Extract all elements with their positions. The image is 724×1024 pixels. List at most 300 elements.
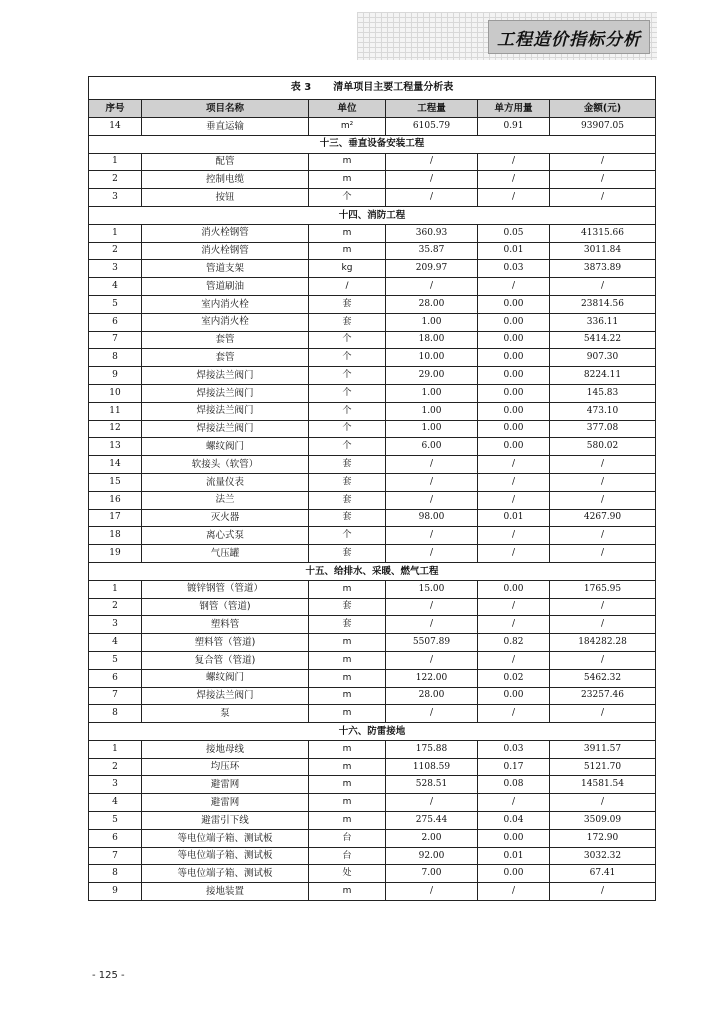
cell-unit-usage: 0.00: [478, 384, 550, 402]
cell-index: 3: [89, 189, 142, 207]
cell-index: 6: [89, 313, 142, 331]
table-row: [89, 278, 656, 296]
table-row: [89, 847, 656, 865]
cell-quantity: 18.00: [386, 331, 478, 349]
section-header-row: [89, 206, 656, 224]
cell-item-name: 镀锌钢管（管道）: [142, 580, 309, 598]
cell-item-name: 管道支架: [142, 260, 309, 278]
cell-amount: /: [550, 598, 656, 616]
cell-item-name: 软接头（软管）: [142, 456, 309, 474]
cell-unit-usage: 0.00: [478, 580, 550, 598]
table-row: [89, 794, 656, 812]
cell-quantity: 35.87: [386, 242, 478, 260]
table-row: [89, 224, 656, 242]
table-row: [89, 705, 656, 723]
cell-amount: /: [550, 473, 656, 491]
cell-unit: m: [309, 883, 386, 901]
cell-item-name: 控制电缆: [142, 171, 309, 189]
table-row: [89, 313, 656, 331]
cell-index: 3: [89, 776, 142, 794]
cell-unit: 套: [309, 545, 386, 563]
cell-quantity: /: [386, 794, 478, 812]
cell-quantity: 175.88: [386, 740, 478, 758]
cell-amount: 184282.28: [550, 634, 656, 652]
cell-item-name: 消火栓钢管: [142, 224, 309, 242]
cell-unit: 个: [309, 349, 386, 367]
cell-amount: 4267.90: [550, 509, 656, 527]
cell-index: 5: [89, 812, 142, 830]
cell-index: 9: [89, 367, 142, 385]
table-row: [89, 171, 656, 189]
cell-unit-usage: 0.02: [478, 669, 550, 687]
cell-unit-usage: /: [478, 705, 550, 723]
cell-quantity: 28.00: [386, 295, 478, 313]
cell-item-name: 复合管（管道): [142, 651, 309, 669]
cell-amount: 23257.46: [550, 687, 656, 705]
header-title: 工程造价指标分析: [488, 20, 650, 54]
cell-quantity: 1.00: [386, 384, 478, 402]
cell-item-name: 避雷网: [142, 794, 309, 812]
cell-unit: 个: [309, 527, 386, 545]
cell-amount: 14581.54: [550, 776, 656, 794]
table-row: [89, 473, 656, 491]
cell-unit: 个: [309, 438, 386, 456]
cell-quantity: 29.00: [386, 367, 478, 385]
cell-amount: /: [550, 491, 656, 509]
cell-unit-usage: 0.05: [478, 224, 550, 242]
cell-quantity: 2.00: [386, 829, 478, 847]
table-row: [89, 438, 656, 456]
cell-unit-usage: 0.82: [478, 634, 550, 652]
table-row: [89, 740, 656, 758]
cell-index: 4: [89, 634, 142, 652]
cell-index: 1: [89, 580, 142, 598]
cell-index: 4: [89, 278, 142, 296]
cell-item-name: 配管: [142, 153, 309, 171]
cell-unit: 套: [309, 616, 386, 634]
cell-amount: /: [550, 705, 656, 723]
cell-quantity: /: [386, 456, 478, 474]
cell-unit: m²: [309, 118, 386, 136]
cell-item-name: 螺纹阀门: [142, 669, 309, 687]
cell-unit: 套: [309, 473, 386, 491]
cell-amount: 473.10: [550, 402, 656, 420]
cell-unit-usage: 0.00: [478, 313, 550, 331]
cell-unit: m: [309, 669, 386, 687]
cell-unit-usage: 0.00: [478, 687, 550, 705]
cell-unit: 台: [309, 829, 386, 847]
cell-amount: 8224.11: [550, 367, 656, 385]
table-row: [89, 812, 656, 830]
cell-index: 15: [89, 473, 142, 491]
cell-unit-usage: 0.00: [478, 438, 550, 456]
table-row: [89, 616, 656, 634]
cell-item-name: 套管: [142, 331, 309, 349]
cell-index: 19: [89, 545, 142, 563]
cell-quantity: /: [386, 705, 478, 723]
cell-quantity: /: [386, 153, 478, 171]
cell-unit: 个: [309, 189, 386, 207]
cell-unit: 套: [309, 456, 386, 474]
cell-index: 11: [89, 402, 142, 420]
cell-index: 13: [89, 438, 142, 456]
cell-unit: 处: [309, 865, 386, 883]
table-row: [89, 384, 656, 402]
cell-unit: 套: [309, 509, 386, 527]
cell-unit: 套: [309, 491, 386, 509]
cell-quantity: 1.00: [386, 313, 478, 331]
cell-item-name: 垂直运输: [142, 118, 309, 136]
column-header-name: 项目名称: [142, 100, 309, 118]
cell-item-name: 均压环: [142, 758, 309, 776]
cell-quantity: 275.44: [386, 812, 478, 830]
cell-amount: /: [550, 189, 656, 207]
cell-quantity: 1.00: [386, 402, 478, 420]
table-row: [89, 580, 656, 598]
cell-unit-usage: 0.00: [478, 402, 550, 420]
cell-index: 5: [89, 295, 142, 313]
cell-index: 9: [89, 883, 142, 901]
table-row: [89, 349, 656, 367]
cell-unit: 个: [309, 402, 386, 420]
table-row: [89, 189, 656, 207]
cell-amount: 3011.84: [550, 242, 656, 260]
cell-amount: 3873.89: [550, 260, 656, 278]
cell-amount: /: [550, 456, 656, 474]
table-header-row: [89, 100, 656, 118]
cell-unit-usage: 0.17: [478, 758, 550, 776]
cell-unit-usage: 0.00: [478, 367, 550, 385]
cell-amount: 336.11: [550, 313, 656, 331]
column-header-amount: 金额(元): [550, 100, 656, 118]
cell-quantity: 10.00: [386, 349, 478, 367]
section-title: 十三、垂直设备安装工程: [89, 135, 656, 153]
cell-unit: m: [309, 242, 386, 260]
table-caption-row: [89, 77, 656, 100]
cell-quantity: 1108.59: [386, 758, 478, 776]
cell-amount: 93907.05: [550, 118, 656, 136]
cell-unit-usage: /: [478, 598, 550, 616]
table-row: [89, 634, 656, 652]
cell-unit-usage: /: [478, 171, 550, 189]
cell-quantity: /: [386, 651, 478, 669]
cell-index: 1: [89, 740, 142, 758]
cell-unit-usage: 0.01: [478, 509, 550, 527]
cell-item-name: 管道刷油: [142, 278, 309, 296]
cell-item-name: 流量仪表: [142, 473, 309, 491]
cell-unit-usage: 0.00: [478, 829, 550, 847]
cell-index: 17: [89, 509, 142, 527]
cell-unit: m: [309, 740, 386, 758]
table-row: [89, 153, 656, 171]
table-row: [89, 527, 656, 545]
cell-amount: /: [550, 153, 656, 171]
cell-index: 6: [89, 829, 142, 847]
cell-unit: m: [309, 224, 386, 242]
cell-unit-usage: /: [478, 153, 550, 171]
table-caption-number: 表 3: [290, 82, 312, 93]
cell-index: 5: [89, 651, 142, 669]
cell-unit: 个: [309, 420, 386, 438]
cell-amount: 5121.70: [550, 758, 656, 776]
cell-quantity: 122.00: [386, 669, 478, 687]
table-row: [89, 456, 656, 474]
cell-amount: /: [550, 616, 656, 634]
cell-quantity: 1.00: [386, 420, 478, 438]
column-header-index: 序号: [89, 100, 142, 118]
cell-unit-usage: /: [478, 278, 550, 296]
table-row: [89, 509, 656, 527]
cell-unit-usage: /: [478, 527, 550, 545]
section-header-row: [89, 723, 656, 741]
cell-unit-usage: 0.03: [478, 740, 550, 758]
cell-item-name: 焊接法兰阀门: [142, 384, 309, 402]
cell-index: 7: [89, 847, 142, 865]
cell-amount: /: [550, 883, 656, 901]
cell-unit-usage: /: [478, 491, 550, 509]
column-header-unit: 单位: [309, 100, 386, 118]
cell-item-name: 按钮: [142, 189, 309, 207]
cell-index: 8: [89, 349, 142, 367]
table-row: [89, 687, 656, 705]
table-row: [89, 331, 656, 349]
table-row: [89, 118, 656, 136]
cell-quantity: /: [386, 527, 478, 545]
cell-unit-usage: /: [478, 189, 550, 207]
cell-quantity: 28.00: [386, 687, 478, 705]
cell-amount: 3509.09: [550, 812, 656, 830]
table-row: [89, 883, 656, 901]
column-header-quantity: 工程量: [386, 100, 478, 118]
cell-index: 10: [89, 384, 142, 402]
table-row: [89, 420, 656, 438]
cell-item-name: 法兰: [142, 491, 309, 509]
cell-unit: m: [309, 153, 386, 171]
cell-item-name: 等电位端子箱、测试板: [142, 865, 309, 883]
cell-unit: m: [309, 687, 386, 705]
cell-unit: kg: [309, 260, 386, 278]
cell-unit-usage: /: [478, 545, 550, 563]
cell-unit: m: [309, 776, 386, 794]
cell-quantity: 98.00: [386, 509, 478, 527]
cell-amount: /: [550, 794, 656, 812]
page-number: - 125 -: [92, 970, 125, 981]
cell-unit-usage: /: [478, 794, 550, 812]
cell-index: 7: [89, 687, 142, 705]
cell-quantity: 6105.79: [386, 118, 478, 136]
cell-unit: 个: [309, 331, 386, 349]
cell-quantity: /: [386, 616, 478, 634]
cell-amount: 580.02: [550, 438, 656, 456]
cell-item-name: 避雷引下线: [142, 812, 309, 830]
cell-amount: /: [550, 171, 656, 189]
cell-index: 7: [89, 331, 142, 349]
cell-quantity: /: [386, 883, 478, 901]
cell-unit: m: [309, 580, 386, 598]
cell-unit-usage: /: [478, 616, 550, 634]
cell-unit-usage: /: [478, 456, 550, 474]
quantity-analysis-table: [88, 76, 656, 901]
cell-unit-usage: 0.03: [478, 260, 550, 278]
cell-index: 8: [89, 865, 142, 883]
cell-item-name: 套管: [142, 349, 309, 367]
cell-unit-usage: 0.00: [478, 349, 550, 367]
cell-unit: m: [309, 634, 386, 652]
cell-item-name: 消火栓钢管: [142, 242, 309, 260]
cell-index: 3: [89, 616, 142, 634]
cell-index: 14: [89, 456, 142, 474]
cell-index: 2: [89, 171, 142, 189]
column-header-unit-usage: 单方用量: [478, 100, 550, 118]
section-title: 十五、给排水、采暖、燃气工程: [89, 562, 656, 580]
cell-amount: 5462.32: [550, 669, 656, 687]
cell-unit: 个: [309, 367, 386, 385]
cell-quantity: /: [386, 473, 478, 491]
cell-unit-usage: 0.00: [478, 331, 550, 349]
table-row: [89, 367, 656, 385]
cell-unit: 个: [309, 384, 386, 402]
cell-item-name: 离心式泵: [142, 527, 309, 545]
table-row: [89, 865, 656, 883]
cell-item-name: 焊接法兰阀门: [142, 402, 309, 420]
cell-unit: 套: [309, 598, 386, 616]
cell-amount: /: [550, 278, 656, 296]
cell-quantity: 5507.89: [386, 634, 478, 652]
table-row: [89, 402, 656, 420]
cell-item-name: 室内消火栓: [142, 313, 309, 331]
cell-quantity: /: [386, 491, 478, 509]
cell-index: 3: [89, 260, 142, 278]
cell-unit-usage: /: [478, 883, 550, 901]
cell-unit: m: [309, 651, 386, 669]
section-title: 十六、防雷接地: [89, 723, 656, 741]
cell-amount: 145.83: [550, 384, 656, 402]
cell-quantity: /: [386, 545, 478, 563]
cell-amount: 3911.57: [550, 740, 656, 758]
cell-unit-usage: 0.00: [478, 295, 550, 313]
cell-amount: 1765.95: [550, 580, 656, 598]
table-row: [89, 829, 656, 847]
cell-amount: 907.30: [550, 349, 656, 367]
cell-unit: m: [309, 705, 386, 723]
cell-index: 18: [89, 527, 142, 545]
cell-item-name: 避雷网: [142, 776, 309, 794]
cell-item-name: 塑料管: [142, 616, 309, 634]
cell-amount: 67.41: [550, 865, 656, 883]
table-row: [89, 260, 656, 278]
cell-index: 2: [89, 758, 142, 776]
cell-amount: 5414.22: [550, 331, 656, 349]
cell-unit-usage: 0.91: [478, 118, 550, 136]
cell-quantity: 92.00: [386, 847, 478, 865]
table-caption: [89, 77, 656, 100]
cell-amount: /: [550, 545, 656, 563]
cell-unit-usage: 0.00: [478, 420, 550, 438]
cell-item-name: 钢管（管道): [142, 598, 309, 616]
cell-quantity: 360.93: [386, 224, 478, 242]
cell-item-name: 接地装置: [142, 883, 309, 901]
section-header-row: [89, 135, 656, 153]
cell-unit-usage: /: [478, 473, 550, 491]
cell-item-name: 焊接法兰阀门: [142, 420, 309, 438]
cell-item-name: 塑料管（管道): [142, 634, 309, 652]
cell-unit: m: [309, 758, 386, 776]
table-row: [89, 651, 656, 669]
cell-amount: 41315.66: [550, 224, 656, 242]
cell-index: 8: [89, 705, 142, 723]
cell-index: 2: [89, 242, 142, 260]
table-row: [89, 242, 656, 260]
cell-item-name: 室内消火栓: [142, 295, 309, 313]
cell-quantity: 209.97: [386, 260, 478, 278]
cell-index: 14: [89, 118, 142, 136]
cell-quantity: 528.51: [386, 776, 478, 794]
table-row: [89, 776, 656, 794]
cell-index: 6: [89, 669, 142, 687]
cell-quantity: /: [386, 171, 478, 189]
cell-unit-usage: 0.01: [478, 242, 550, 260]
cell-item-name: 泵: [142, 705, 309, 723]
section-title: 十四、消防工程: [89, 206, 656, 224]
cell-quantity: /: [386, 598, 478, 616]
cell-item-name: 螺纹阀门: [142, 438, 309, 456]
cell-unit-usage: 0.01: [478, 847, 550, 865]
cell-index: 1: [89, 224, 142, 242]
cell-amount: 3032.32: [550, 847, 656, 865]
cell-unit: 套: [309, 295, 386, 313]
cell-quantity: /: [386, 189, 478, 207]
cell-quantity: 7.00: [386, 865, 478, 883]
section-header-row: [89, 562, 656, 580]
cell-amount: 377.08: [550, 420, 656, 438]
cell-unit-usage: 0.04: [478, 812, 550, 830]
cell-quantity: 6.00: [386, 438, 478, 456]
cell-unit: m: [309, 171, 386, 189]
cell-unit-usage: 0.00: [478, 865, 550, 883]
cell-item-name: 灭火器: [142, 509, 309, 527]
cell-unit: 台: [309, 847, 386, 865]
table-row: [89, 669, 656, 687]
cell-unit: m: [309, 794, 386, 812]
cell-index: 16: [89, 491, 142, 509]
cell-item-name: 等电位端子箱、测试板: [142, 829, 309, 847]
cell-amount: 23814.56: [550, 295, 656, 313]
table-row: [89, 491, 656, 509]
cell-item-name: 等电位端子箱、测试板: [142, 847, 309, 865]
cell-index: 4: [89, 794, 142, 812]
cell-amount: 172.90: [550, 829, 656, 847]
cell-unit-usage: 0.08: [478, 776, 550, 794]
cell-item-name: 接地母线: [142, 740, 309, 758]
cell-unit-usage: /: [478, 651, 550, 669]
table-caption-title: 清单项目主要工程量分析表: [333, 82, 454, 93]
cell-unit: 套: [309, 313, 386, 331]
cell-amount: /: [550, 527, 656, 545]
cell-item-name: 焊接法兰阀门: [142, 687, 309, 705]
cell-item-name: 气压罐: [142, 545, 309, 563]
table-row: [89, 758, 656, 776]
table-row: [89, 545, 656, 563]
cell-index: 2: [89, 598, 142, 616]
table-row: [89, 295, 656, 313]
cell-item-name: 焊接法兰阀门: [142, 367, 309, 385]
cell-quantity: 15.00: [386, 580, 478, 598]
cell-unit: m: [309, 812, 386, 830]
cell-amount: /: [550, 651, 656, 669]
cell-index: 12: [89, 420, 142, 438]
table-row: [89, 598, 656, 616]
cell-index: 1: [89, 153, 142, 171]
